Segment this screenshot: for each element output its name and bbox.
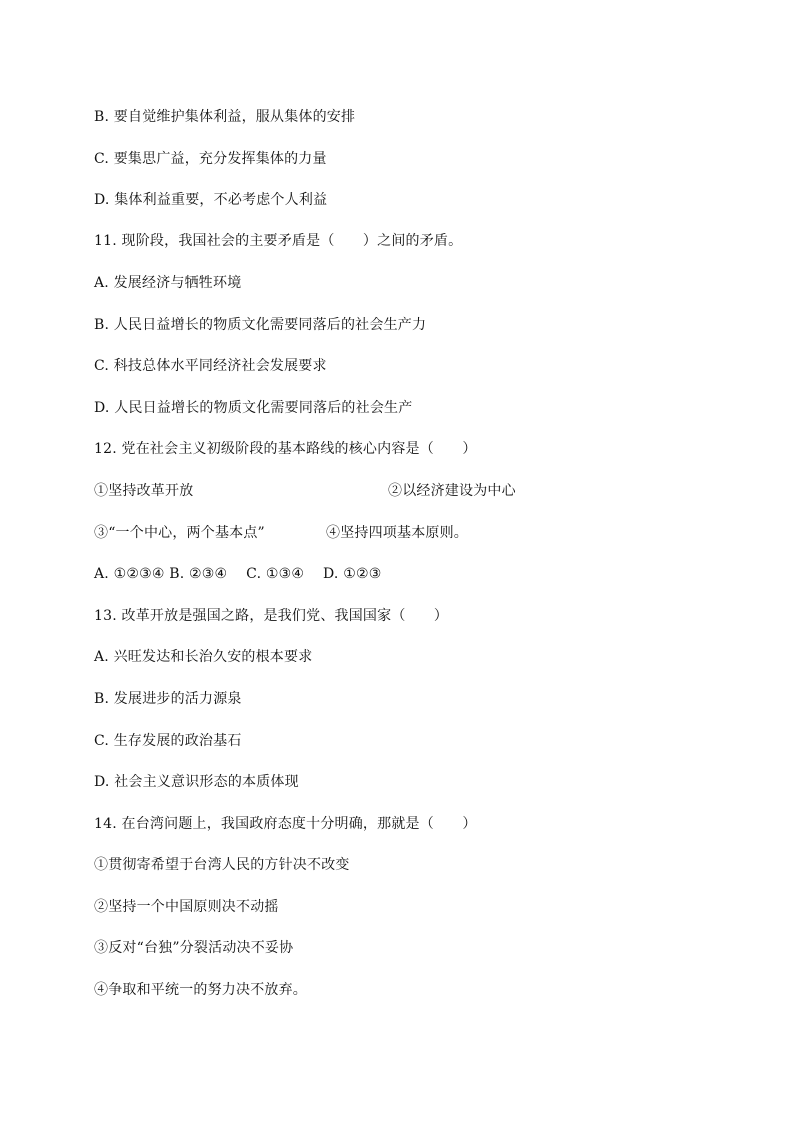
q11-option-c: C. 科技总体水平同经济社会发展要求 — [94, 358, 327, 374]
q14-statement-3: ③反对“台独”分裂活动决不妥协 — [94, 940, 294, 956]
q11-stem: 11. 现阶段，我国社会的主要矛盾是（ ）之间的矛盾。 — [94, 233, 463, 249]
q12-statement-2: ②以经济建设为中心 — [388, 483, 516, 499]
q13-option-a: A. 兴旺发达和长治久安的根本要求 — [94, 649, 313, 665]
q14-statement-2: ②坚持一个中国原则决不动摇 — [94, 899, 279, 915]
q13-option-b: B. 发展进步的活力源泉 — [94, 691, 242, 707]
q13-option-d: D. 社会主义意识形态的本质体现 — [94, 774, 299, 790]
q14-stem: 14. 在台湾问题上，我国政府态度十分明确，那就是（ ） — [94, 816, 477, 832]
q10-option-c: C. 要集思广益，充分发挥集体的力量 — [94, 151, 327, 167]
q12-statement-1: ①坚持改革开放 — [94, 483, 194, 499]
q11-option-a: A. 发展经济与牺牲环境 — [94, 275, 242, 291]
q14-statement-4: ④争取和平统一的努力决不放弃。 — [94, 982, 307, 998]
q11-option-b: B. 人民日益增长的物质文化需要同落后的社会生产力 — [94, 317, 427, 333]
q13-stem: 13. 改革开放是强国之路，是我们党、我国国家（ ） — [94, 608, 449, 624]
q12-choices: A. ①②③④ B. ②③④ C. ①③④ D. ①②③ — [94, 566, 382, 582]
q10-option-d: D. 集体利益重要，不必考虑个人利益 — [94, 192, 328, 208]
q12-statement-4: ④坚持四项基本原则。 — [326, 525, 468, 541]
q12-statement-3: ③“一个中心，两个基本点” — [94, 525, 265, 541]
q12-stem: 12. 党在社会主义初级阶段的基本路线的核心内容是（ ） — [94, 441, 477, 457]
q10-option-b: B. 要自觉维护集体利益，服从集体的安排 — [94, 109, 356, 125]
q13-option-c: C. 生存发展的政治基石 — [94, 733, 242, 749]
q11-option-d: D. 人民日益增长的物质文化需要同落后的社会生产 — [94, 400, 413, 416]
q14-statement-1: ①贯彻寄希望于台湾人民的方针决不改变 — [94, 857, 350, 873]
